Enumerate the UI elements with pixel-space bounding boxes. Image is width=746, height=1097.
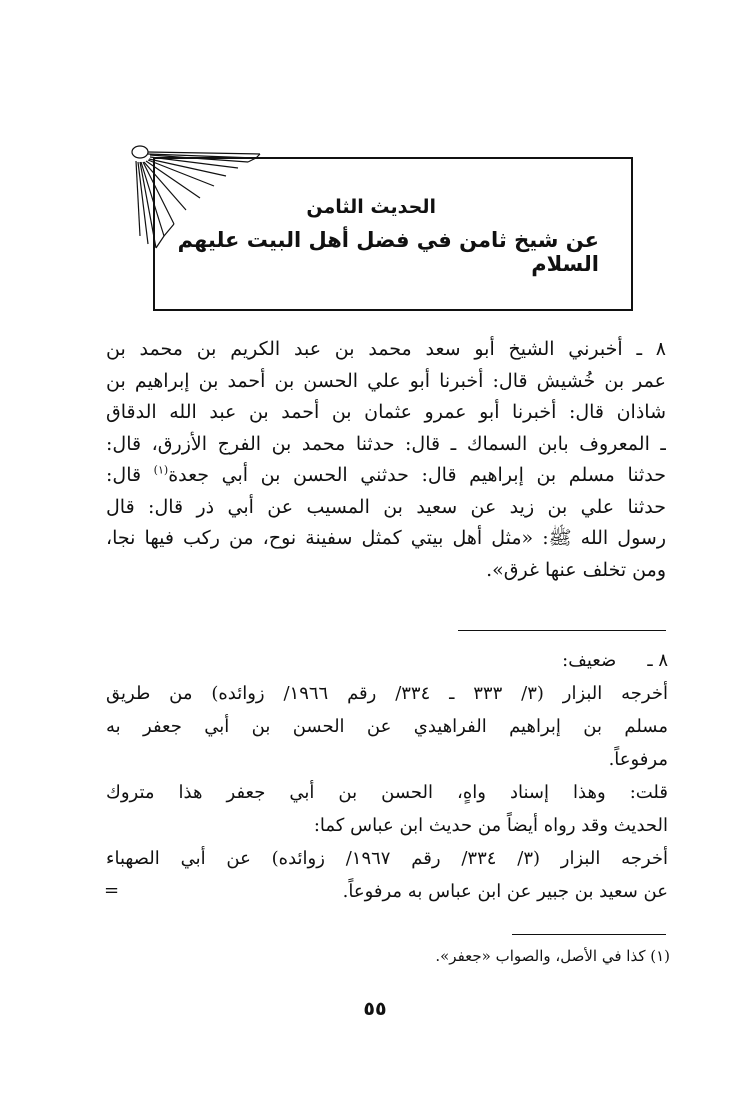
footnote-divider <box>512 934 666 935</box>
continuation-mark: = <box>104 880 120 901</box>
text-line: ومن تخلف عنها غرق». <box>486 558 666 581</box>
text-line: ـ المعروف بابن السماك ـ قال: حدثنا محمد بن الفرج الأزرق، قال: <box>106 432 666 455</box>
note-grade: ضعيف: <box>562 650 617 671</box>
text-line: رسول الله ﷺ: «مثل أهل بيتي كمثل سفينة نوح، من ركب فيها نجا، <box>106 527 666 549</box>
page-number: ٥٥ <box>363 998 387 1020</box>
note-line: عن سعيد بن جبير عن ابن عباس به مرفوعاً. <box>342 881 668 902</box>
note-line: أخرجه البزار (٣/ ٣٣٣ ـ ٣٣٤/ رقم ١٩٦٦/ زوائده) من طريق <box>106 683 668 704</box>
takhrij-notes <box>106 644 668 908</box>
text-line <box>106 460 666 492</box>
footnote-marker: (١) <box>153 463 169 477</box>
divider <box>458 630 666 631</box>
note-line: قلت: وهذا إسناد واهٍ، الحسن بن أبي جعفر هذا متروك <box>106 782 668 803</box>
note-line: الحديث وقد رواه أيضاً من حديث ابن عباس كما: <box>313 815 668 836</box>
text-segment: قال: <box>106 464 154 486</box>
note-line: مرفوعاً. <box>608 749 668 770</box>
note-number: ٨ ـ <box>647 650 668 671</box>
text-line: شاذان قال: أخبرنا أبو عمرو عثمان بن أحمد بن عبد الله الدقاق <box>106 401 666 423</box>
text-line: عمر بن خُشيش قال: أخبرنا أبو علي الحسن بن أحمد بن إبراهيم بن <box>106 369 666 392</box>
text-line: حدثنا علي بن زيد عن سعيد بن المسيب عن أبي ذر قال: قال <box>106 495 666 518</box>
hadith-text <box>106 334 666 586</box>
text-line: ٨ ـ أخبرني الشيخ أبو سعد محمد بن عبد الكريم بن محمد بن <box>106 338 666 360</box>
chapter-subtitle: عن شيخ ثامن في فضل أهل البيت عليهم السلام <box>177 228 599 276</box>
text-segment: حدثنا مسلم بن إبراهيم قال: حدثني الحسن بن أبي جعدة <box>168 464 666 486</box>
note-heading <box>106 644 668 677</box>
footnote: (١) كذا في الأصل، والصواب «جعفر». <box>435 947 670 965</box>
chapter-title: الحديث الثامن <box>306 196 436 218</box>
note-line: مسلم بن إبراهيم الفراهيدي عن الحسن بن أبي جعفر به <box>106 716 668 737</box>
note-line: أخرجه البزار (٣/ ٣٣٤/ رقم ١٩٦٧/ زوائده) عن أبي الصهباء <box>106 848 668 869</box>
